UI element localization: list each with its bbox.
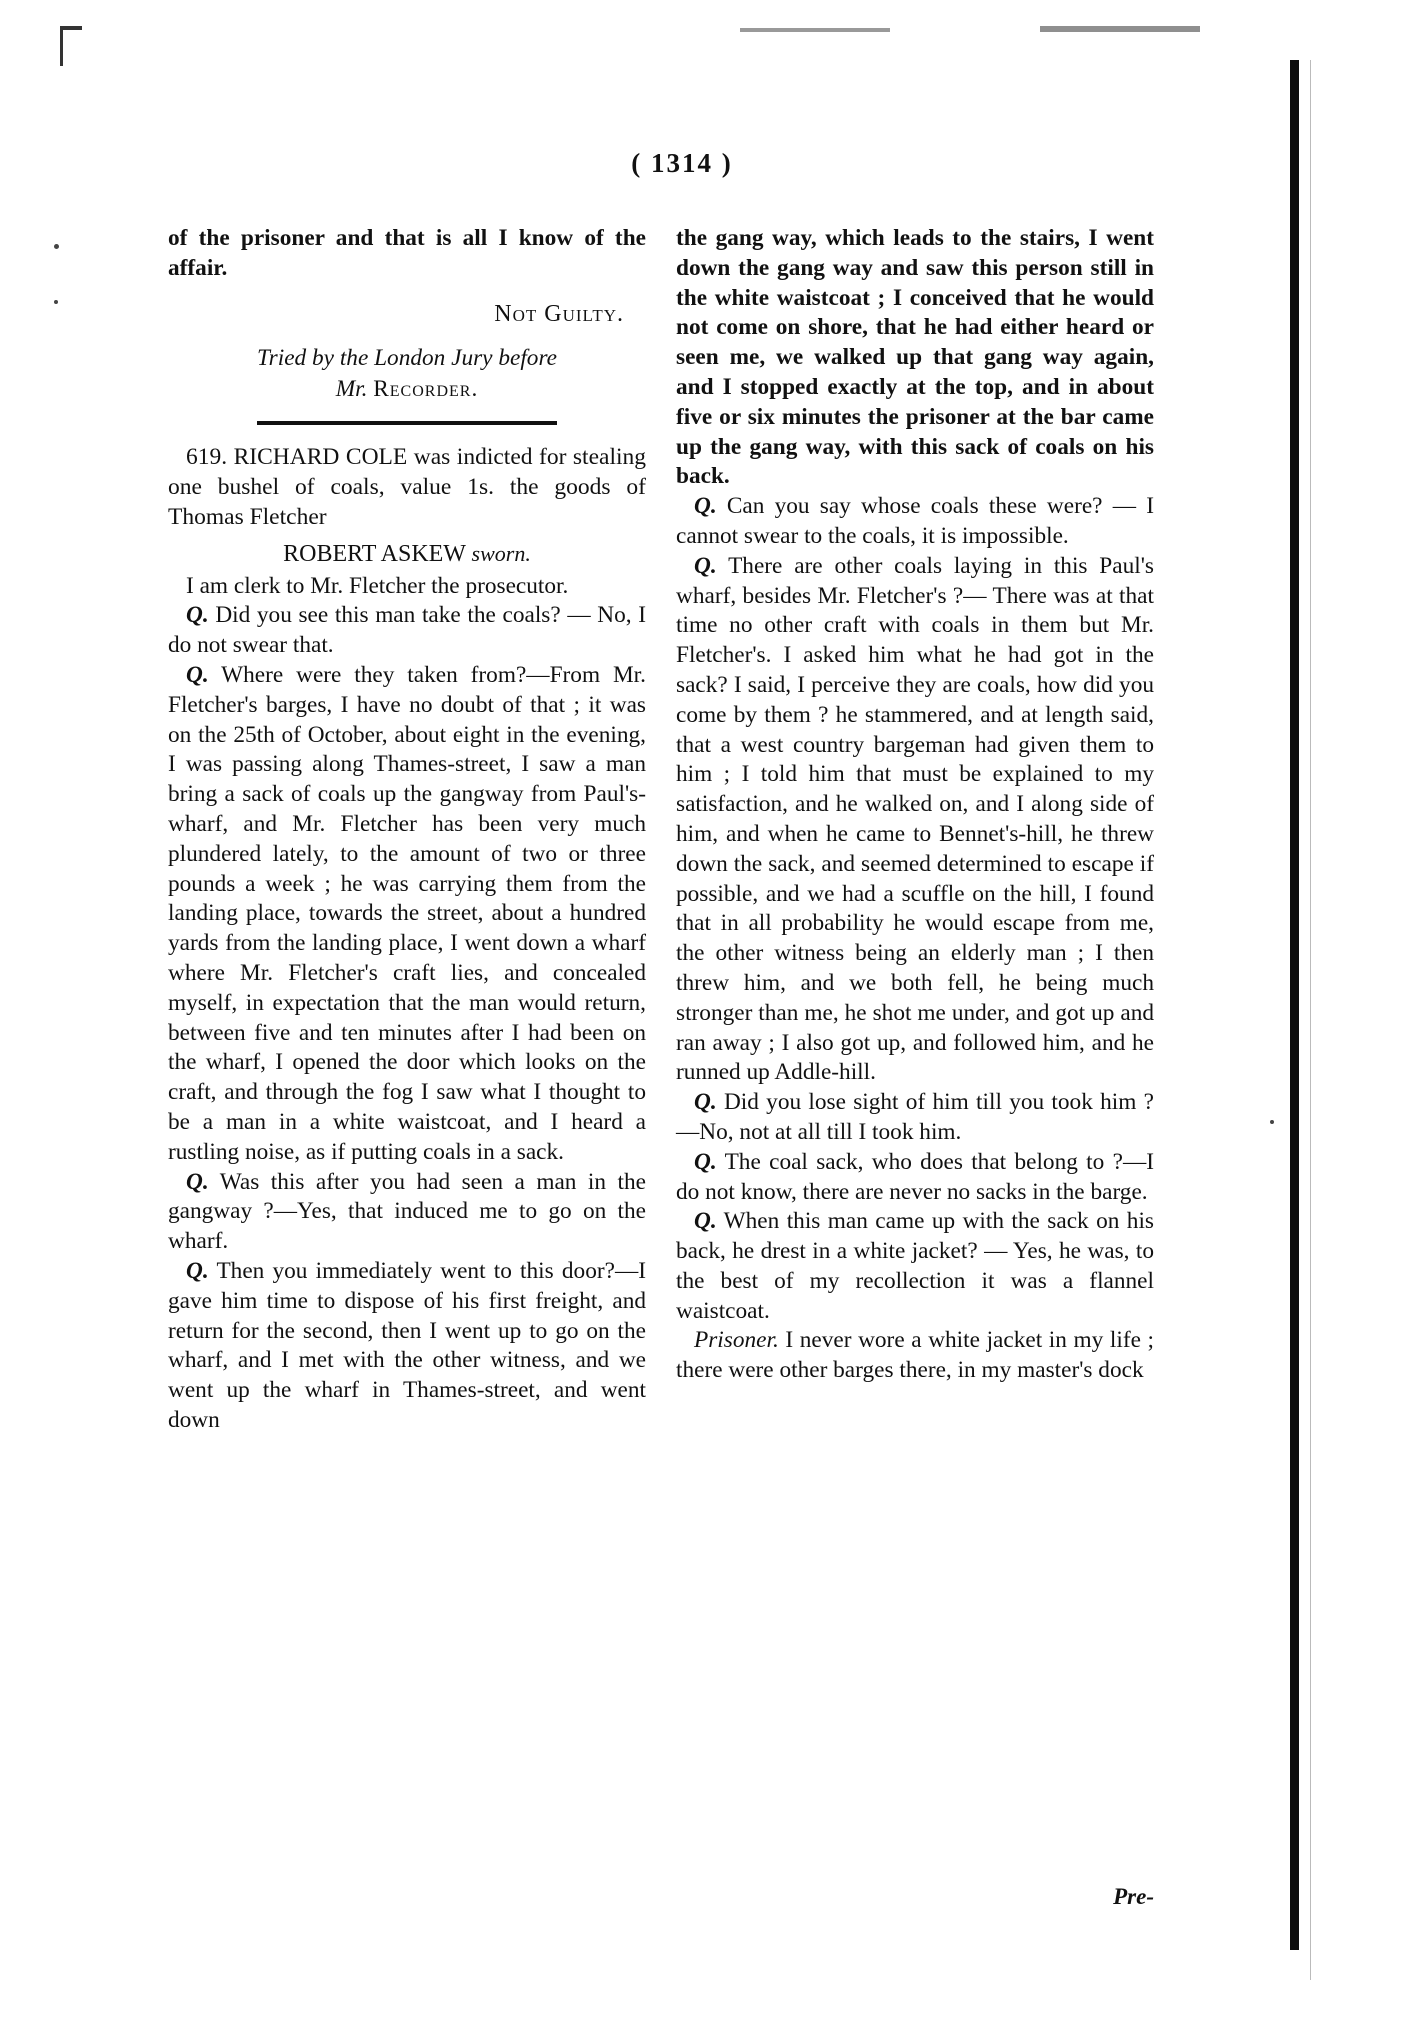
question-mark: Q. [186, 602, 209, 629]
testimony-paragraph: I am clerk to Mr. Fletcher the prosecutor. [186, 572, 569, 599]
question-paragraph [676, 492, 1154, 552]
question-paragraph [676, 552, 1154, 1088]
page-edge-faint-line [1310, 60, 1311, 1980]
question-text: Then you immediately went to this door?—I gave him time to dispose of his first freight, and return for the second, then I went up to go on the wharf, and I met with the other witness, and we went up the wharf in Thames-street, and went down [168, 1257, 647, 1433]
question-mark: Q. [186, 1168, 209, 1195]
catchword: Pre- [1113, 1884, 1154, 1909]
question-text: Where were they taken from?—From Mr. Fletcher's barges, I have no doubt of that ; it was on the 25th of October, about eight in the evening, I was passing along Thames-street, I saw a man bring a sack of coals up the gangway from Paul's-wharf, and Mr. Fletcher has been very much plundered lately, to the amount of two or three pounds a week ; he was carrying them from the landing place, towards the street, about a hundred yards from the landing place, I went down a wharf where Mr. Fletcher's craft lies, and concealed myself, in expectation that the man would return, between five and ten minutes after I had been on the wharf, I opened the door which looks on the craft, and through the fog I saw what I thought to be a man in a white waistcoat, and I heard a rustling noise, as if putting coals in a sack. [168, 661, 646, 1165]
witness-sworn: sworn. [471, 540, 531, 566]
question-paragraph [676, 1148, 1154, 1208]
verdict: Not Guilty. [494, 300, 624, 327]
section-divider [257, 421, 557, 425]
question-mark: Q. [694, 493, 717, 520]
scan-speck [54, 244, 59, 249]
question-paragraph [676, 1088, 1154, 1148]
scan-artifacts-top [60, 22, 1200, 52]
scan-mark [740, 28, 890, 32]
question-paragraph [168, 661, 646, 1168]
continued-text: of the prisoner and that is all I know of the affair. [168, 225, 646, 281]
prisoner-label: Prisoner. [694, 1327, 779, 1354]
prisoner-text: I never wore a white jacket in my life ; there were other barges there, in my master's dock [676, 1327, 1154, 1384]
question-text: The coal sack, who does that belong to ?—I do not know, there are never no sacks in the barge. [676, 1148, 1155, 1205]
question-mark: Q. [694, 552, 717, 579]
question-mark: Q. [694, 1208, 717, 1235]
case-heading: 619. RICHARD COLE was indicted for stealing one bushel of coals, value 1s. the goods of Thomas Fletcher [168, 444, 646, 530]
question-paragraph [168, 1168, 646, 1257]
question-text: Did you lose sight of him till you took him ?—No, not at all till I took him. [676, 1089, 1154, 1145]
question-mark: Q. [186, 661, 209, 688]
question-mark: Q. [694, 1148, 717, 1175]
question-text: There are other coals laying in this Paul's wharf, besides Mr. Fletcher's ?— There was at that time no other craft with coals in them but Mr. Fletcher's. I asked him what he had got in the sack? I said, I perceive they are coals, how did you come by them ? he stammered, and at length said, that a west country bargeman had given them to him ; I told him that must be explained to my satisfaction, and he walked on, and I along side of him, and when he came to Bennet's-hill, he threw down the sack, and seemed determined to escape if possible, and we had a scuffle on the hill, I found that in all probability he would escape from me, the other witness being an elderly man ; I then threw him, and we both fell, he being much stronger than me, he shot me under, and got up and ran away ; I also got up, and followed him, and he runned up Addle-hill. [676, 552, 1154, 1086]
trial-note-line1: Tried by the London Jury before [256, 345, 557, 372]
scan-speck [1270, 1120, 1274, 1124]
prisoner-statement [676, 1326, 1154, 1386]
question-paragraph [168, 1257, 646, 1436]
question-paragraph [676, 1207, 1154, 1326]
question-mark: Q. [694, 1089, 717, 1116]
left-column [168, 224, 646, 1436]
page-edge-rule [1290, 60, 1299, 1950]
question-mark: Q. [186, 1257, 209, 1284]
question-paragraph [168, 601, 646, 661]
witness-heading [168, 539, 646, 570]
testimony-paragraph: the gang way, which leads to the stairs, I went down the gang way and saw this person still in the white waistcoat ; I conceived that he would not come on shore, that he had either heard or seen me, we walked up that gang way again, and I stopped exactly at the top, and in about five or six minutes the prisoner at the bar came up the gang way, with this sack of coals on his back. [676, 225, 1154, 490]
page-number: ( 1314 ) [631, 148, 733, 178]
scan-speck [54, 300, 58, 304]
trial-note-title: Mr. [335, 376, 368, 403]
trial-note-judge: Recorder. [373, 376, 479, 403]
question-text: Can you say whose coals these were? — I cannot swear to the coals, it is impossible. [676, 493, 1155, 549]
scan-mark [60, 26, 63, 66]
question-text: Did you see this man take the coals? — No, I do not swear that. [168, 602, 646, 659]
scan-mark [1040, 26, 1200, 32]
question-text: Was this after you had seen a man in the gangway ?—Yes, that induced me to go on the wharf. [168, 1168, 646, 1255]
witness-name: ROBERT ASKEW [283, 540, 466, 567]
trial-note [168, 343, 646, 405]
right-column [676, 224, 1154, 1386]
question-text: When this man came up with the sack on his back, he drest in a white jacket? — Yes, he was, to the best of my recollection it was a flannel waistcoat. [676, 1208, 1154, 1324]
scan-mark [60, 26, 82, 30]
trial-note-line2 [168, 374, 646, 405]
